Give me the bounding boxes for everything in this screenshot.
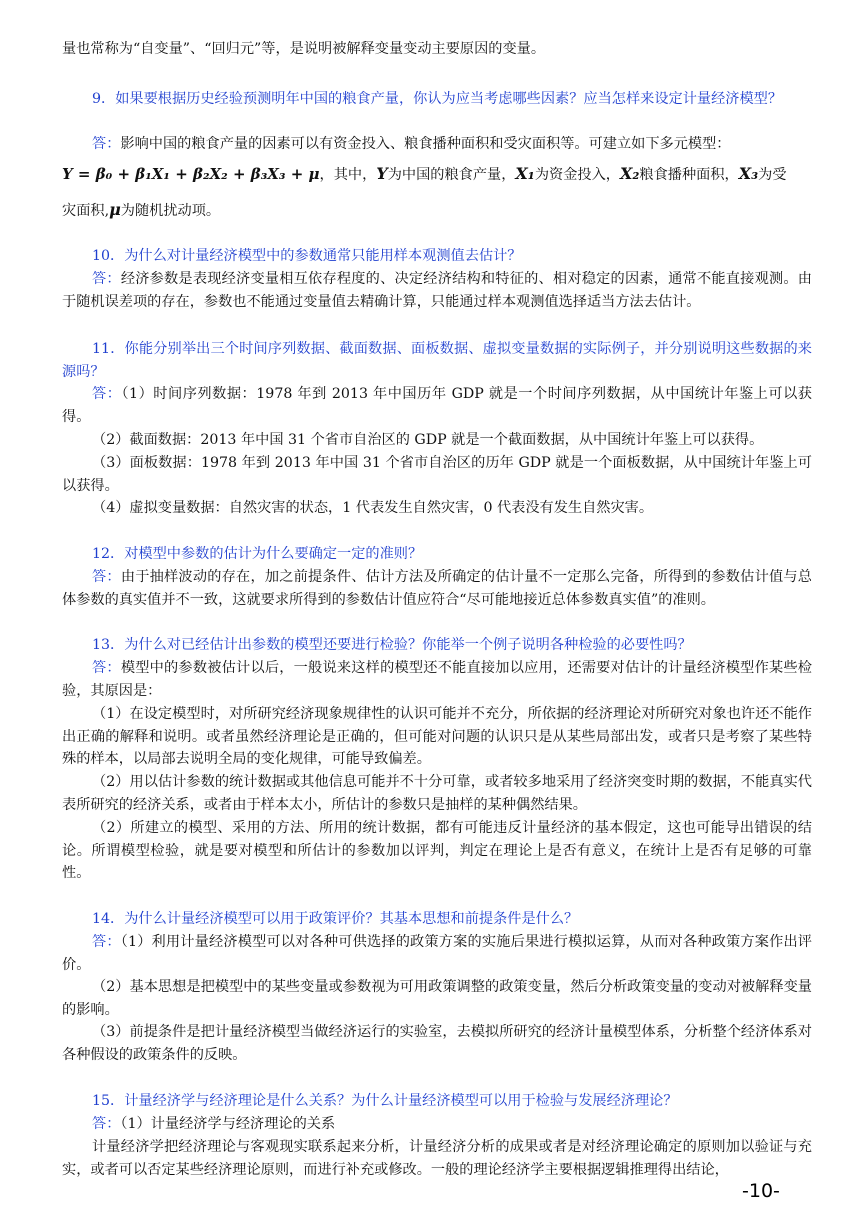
answer-14-2: （2）基本思想是把模型中的某些变量或参数视为可用政策调整的政策变量，然后分析政策变量的变动对被解释变量的影响。 — [62, 979, 812, 1018]
formula-text-6: 灾面积, — [62, 203, 110, 219]
page-number: -10- — [742, 1180, 780, 1202]
answer-15-2: 计量经济学把经济理论与客观现实联系起来分析，计量经济分析的成果或者是对经济理论确定的原则加以验证与充实，或者可以否定某些经济理论原则，而进行补充或修改。一般的理论经济学主要根据逻辑推理得出结论， — [62, 1139, 812, 1178]
var-x3: X₃ — [738, 164, 759, 183]
question-12: 12．对模型中参数的估计为什么要确定一定的准则？ — [92, 546, 423, 562]
answer-9-body: 影响中国的粮食产量的因素可以有资金投入、粮食播种面积和受灾面积等。可建立如下多元模型： — [120, 136, 731, 152]
question-10: 10．为什么对计量经济模型中的参数通常只能用样本观测值去估计？ — [92, 248, 522, 264]
formula-text-2: 为中国的粮食产量， — [387, 167, 516, 183]
answer-label: 答： — [92, 136, 121, 152]
answer-11-1 — [62, 383, 812, 428]
answer-label: 答： — [92, 386, 122, 402]
answer-label: 答： — [92, 1116, 121, 1132]
answer-10 — [62, 268, 812, 313]
question-14: 14．为什么计量经济模型可以用于政策评价？其基本思想和前提条件是什么？ — [92, 911, 579, 927]
answer-14-3: （3）前提条件是把计量经济模型当做经济运行的实验室，去模拟所研究的经济计量模型体系，分析整个经济体系对各种假设的政策条件的反映。 — [62, 1024, 812, 1063]
var-y: Y — [376, 164, 388, 183]
answer-label: 答： — [92, 569, 121, 585]
answer-11-3: （3）面板数据：1978 年到 2013 年中国 31 个省市自治区的历年 GDP 就是一个面板数据，从中国统计年鉴上可以获得。 — [62, 455, 812, 494]
answer-11-4: （4）虚拟变量数据：自然灾害的状态，1 代表发生自然灾害，0 代表没有发生自然灾害。 — [92, 500, 654, 516]
answer-14-1 — [62, 931, 812, 976]
answer-15-1-body: （1）计量经济学与经济理论的关系 — [120, 1116, 336, 1132]
formula-text-4: 粮食播种面积， — [639, 167, 739, 183]
formula-text-3: 为资金投入， — [534, 167, 620, 183]
answer-13-3: （2）所建立的模型、采用的方法、所用的统计数据，都有可能违反计量经济的基本假定，这也可能导出错误的结论。所谓模型检验，就是要对模型和所估计的参数加以评判，判定在理论上是否有意义，在统计上是否有足够的可靠性。 — [62, 820, 812, 881]
regression-formula: Y = β₀ + β₁X₁ + β₂X₂ + β₃X₃ + μ — [62, 165, 320, 183]
answer-label: 答： — [92, 271, 121, 287]
intro-line: 量也常称为“自变量”、“回归元”等，是说明被解释变量变动主要原因的变量。 — [62, 41, 546, 57]
question-15: 15．计量经济学与经济理论是什么关系？为什么计量经济模型可以用于检验与发展经济理论？ — [92, 1093, 678, 1109]
answer-label: 答： — [92, 660, 121, 676]
answer-13-1: （1）在设定模型时，对所研究经济现象规律性的认识可能并不充分，所依据的经济理论对所研究对象也许还不能作出正确的解释和说明。或者虽然经济理论是正确的，但可能对问题的认识只是从某些局部出发，或者只是考察了某些特殊的样本，以局部去说明全局的变化规律，可能导致偏差。 — [62, 706, 812, 767]
question-11: 11．你能分别举出三个时间序列数据、截面数据、面板数据、虚拟变量数据的实际例子，并分别说明这些数据的来源吗？ — [62, 341, 812, 380]
answer-9-text — [62, 133, 812, 156]
formula-text-7: 为随机扰动项。 — [120, 203, 221, 219]
answer-9-formula-line-2 — [62, 198, 822, 223]
answer-13-body: 模型中的参数被估计以后，一般说来这样的模型还不能直接加以应用，还需要对估计的计量经济模型作某些检验，其原因是： — [62, 660, 812, 699]
answer-15-1 — [62, 1113, 812, 1136]
answer-12 — [62, 566, 812, 611]
question-13: 13．为什么对已经估计出参数的模型还要进行检验？你能举一个例子说明各种检验的必要性吗？ — [92, 637, 692, 653]
var-x1: X₁ — [515, 164, 535, 183]
answer-10-body: 经济参数是表现经济变量相互依存程度的、决定经济结构和特征的、相对稳定的因素，通常不能直接观测。由于随机误差项的存在，参数也不能通过变量值去精确计算，只能通过样本观测值选择适当方法去估计。 — [62, 271, 812, 310]
formula-text-1: ，其中， — [319, 167, 377, 183]
answer-14-1-body: （1）利用计量经济模型可以对各种可供选择的政策方案的实施后果进行模拟运算，从而对各种政策方案作出评价。 — [62, 934, 812, 973]
answer-13 — [62, 657, 812, 702]
question-9: 9．如果要根据历史经验预测明年中国的粮食产量，你认为应当考虑哪些因素？应当怎样来设定计量经济模型？ — [92, 91, 783, 107]
var-mu: μ — [109, 200, 121, 219]
var-x2: X₂ — [619, 164, 640, 183]
answer-9-formula-line — [62, 162, 822, 187]
formula-text-5: 为受 — [758, 167, 787, 183]
answer-12-body: 由于抽样波动的存在，加之前提条件、估计方法及所确定的估计量不一定那么完备，所得到的参数估计值与总体参数的真实值并不一致，这就要求所得到的参数估计值应符合“尽可能地接近总体参数真实值”的准则。 — [62, 569, 812, 608]
answer-11-1-body: （1）时间序列数据：1978 年到 2013 年中国历年 GDP 就是一个时间序列数据，从中国统计年鉴上可以获得。 — [62, 386, 812, 425]
answer-label: 答： — [92, 934, 121, 950]
answer-13-2: （2）用以估计参数的统计数据或其他信息可能并不十分可靠，或者较多地采用了经济突变时期的数据，不能真实代表所研究的经济关系，或者由于样本太小，所估计的参数只是抽样的某种偶然结果。 — [62, 774, 812, 813]
answer-11-2: （2）截面数据：2013 年中国 31 个省市自治区的 GDP 就是一个截面数据，从中国统计年鉴上可以获得。 — [92, 432, 764, 448]
